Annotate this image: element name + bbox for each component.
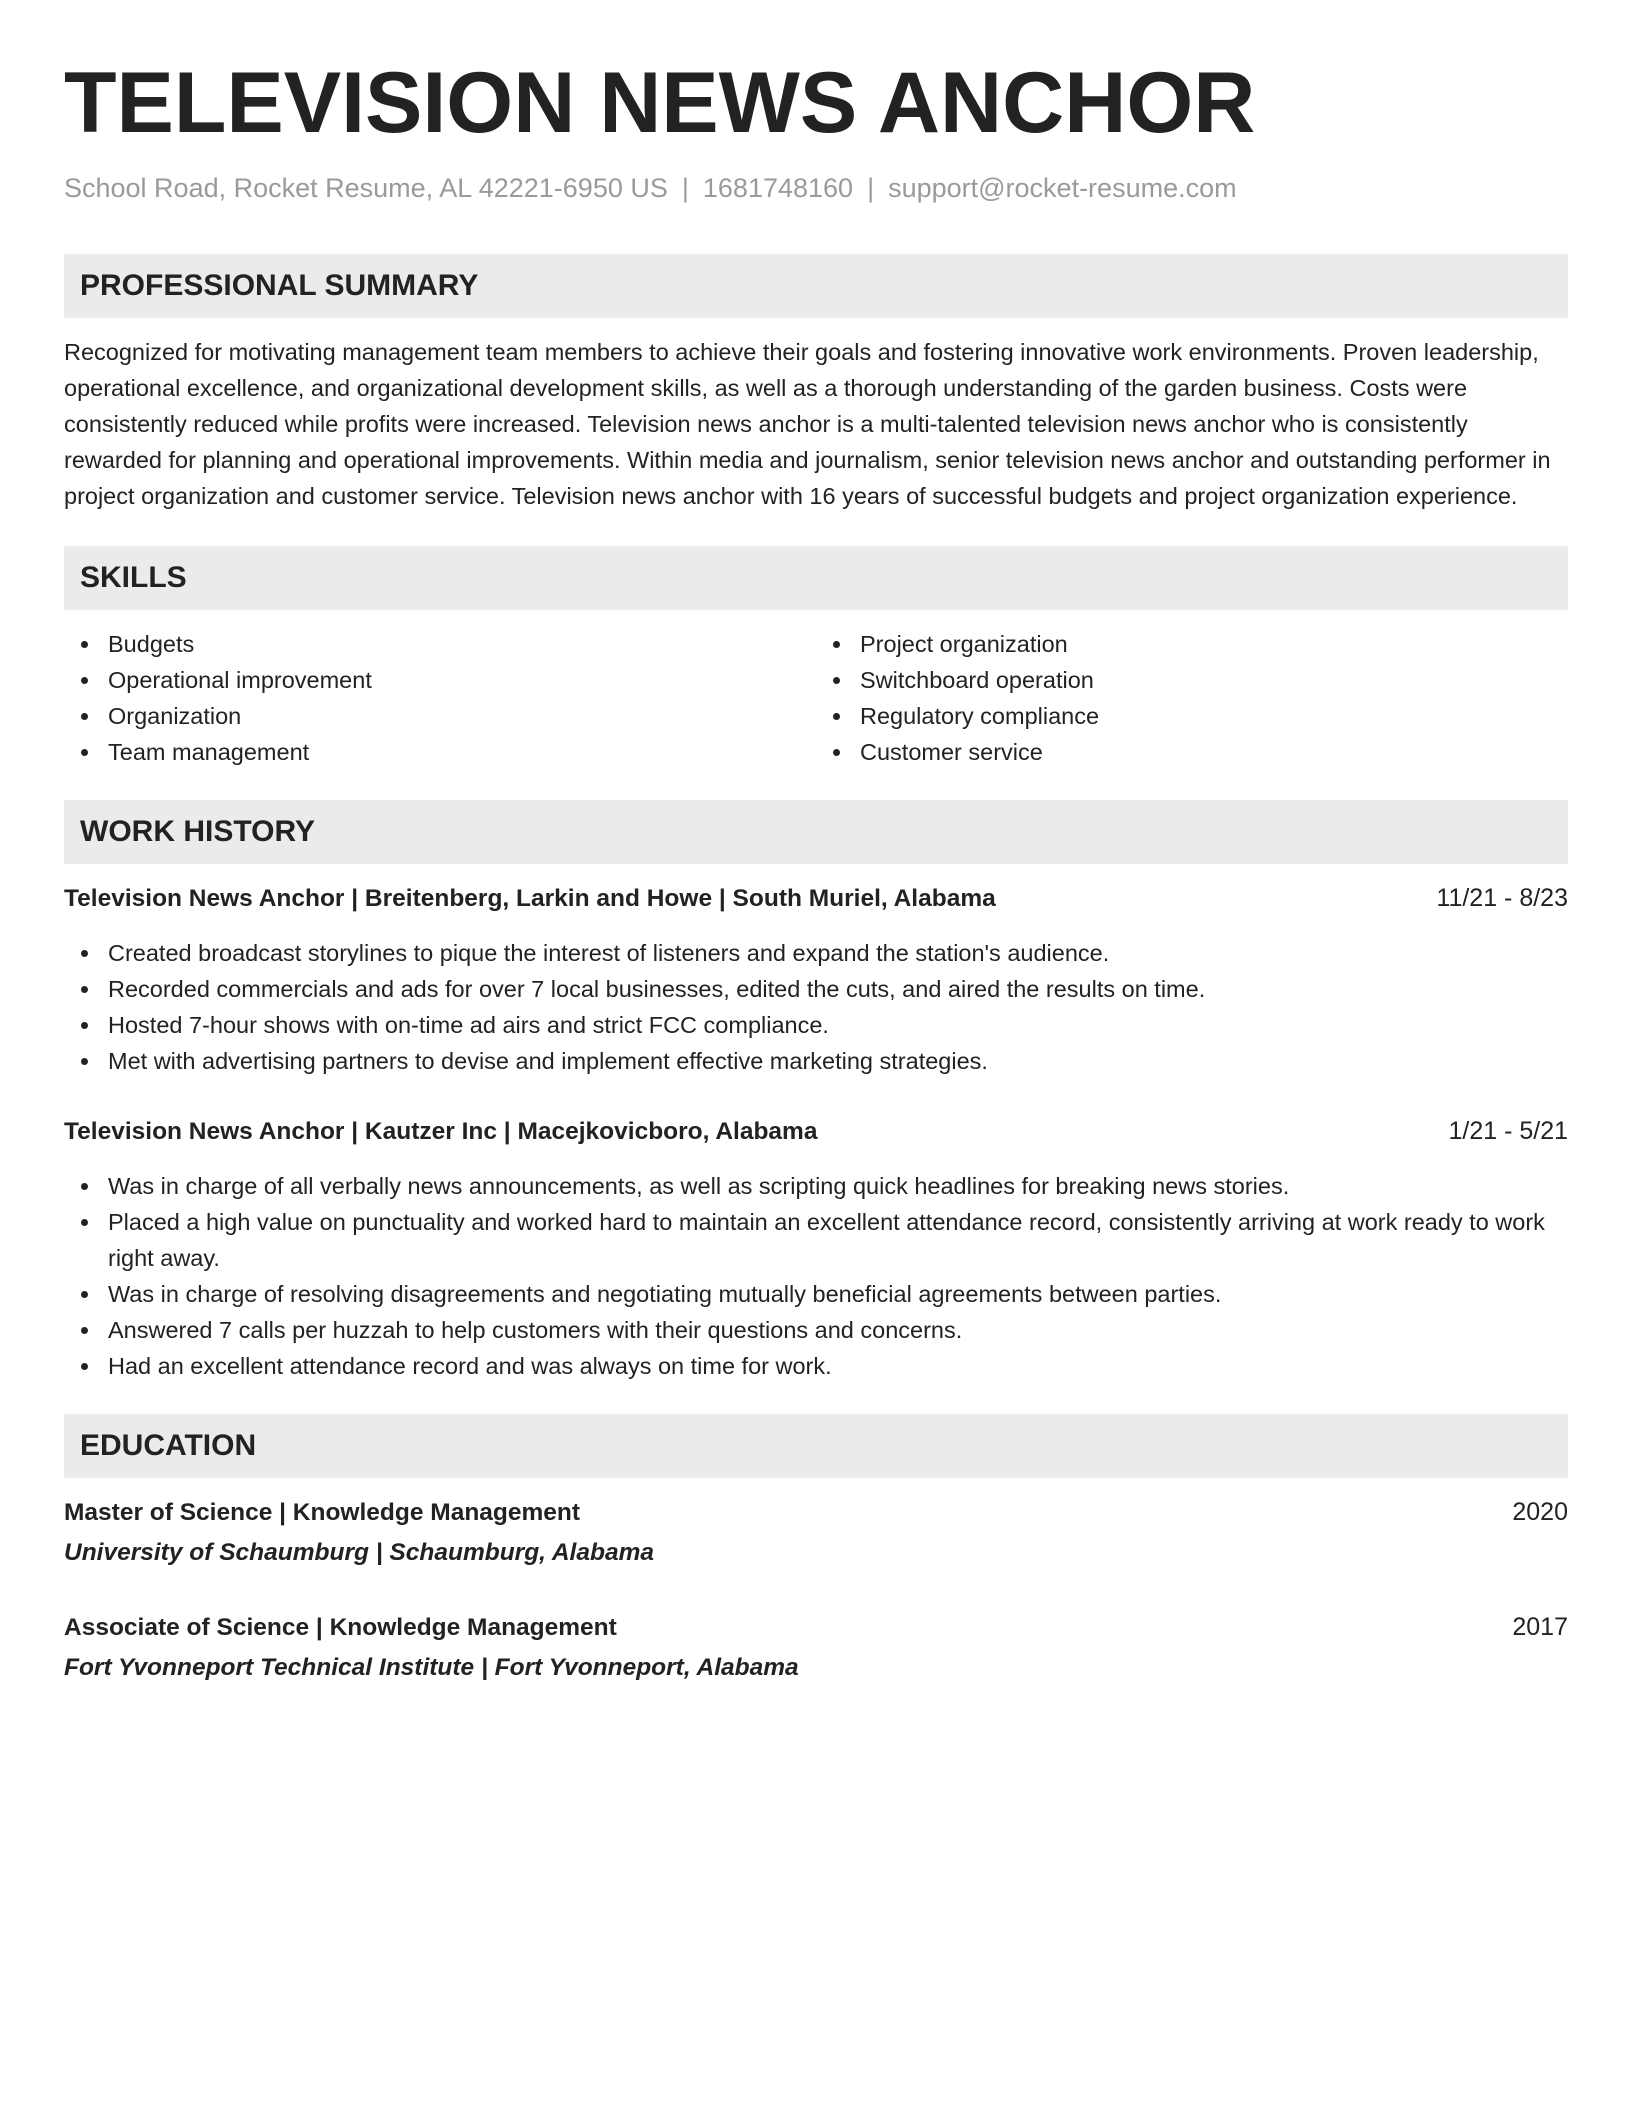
job-bullet: Was in charge of all verbally news announcements, as well as scripting quick headlines for breaking news stories.: [64, 1168, 1568, 1204]
contact-line: [64, 172, 1568, 204]
education-entry: [64, 1609, 1568, 1686]
job-bullet: Hosted 7-hour shows with on-time ad airs and strict FCC compliance.: [64, 1007, 1568, 1043]
job-bullet: Had an excellent attendance record and was always on time for work.: [64, 1348, 1568, 1384]
skills-grid: [64, 626, 1568, 770]
job-dates: 1/21 - 5/21: [1448, 1117, 1568, 1146]
education-school: University of Schaumburg | Schaumburg, Alabama: [64, 1539, 654, 1567]
job-bullet: Answered 7 calls per huzzah to help customers with their questions and concerns.: [64, 1312, 1568, 1348]
education-heading: EDUCATION: [64, 1414, 1568, 1478]
job-bullets: [64, 935, 1568, 1079]
job-bullet: Placed a high value on punctuality and worked hard to maintain an excellent attendance record, consistently arriving at work ready to work right away.: [64, 1204, 1568, 1276]
job-header: [64, 880, 1568, 917]
summary-text: Recognized for motivating management team members to achieve their goals and fostering innovative work environments. Proven leadership, operational excellence, and organizational development skills, as well as a thorough understanding of the garden business. Costs were consistently reduced while profits were increased. Television news anchor is a multi-talented television news anchor who is consistently rewarded for planning and operational improvements. Within media and journalism, senior television news anchor and outstanding performer in project organization and customer service. Television news anchor with 16 years of successful budgets and project organization experience.: [64, 339, 1551, 510]
education-degree: Associate of Science | Knowledge Management: [64, 1614, 617, 1642]
skills-right-column: [816, 626, 1568, 770]
education-header: [64, 1494, 1568, 1531]
skill-item: Operational improvement: [64, 662, 816, 698]
job-bullet: Created broadcast storylines to pique the interest of listeners and expand the station's audience.: [64, 935, 1568, 971]
work-history-heading: WORK HISTORY: [64, 800, 1568, 864]
contact-phone: 1681748160: [702, 173, 854, 203]
contact-email: support@rocket-resume.com: [888, 173, 1237, 203]
education-school: Fort Yvonneport Technical Institute | Fort Yvonneport, Alabama: [64, 1654, 799, 1682]
contact-address: School Road, Rocket Resume, AL 42221-6950 US: [64, 173, 668, 203]
skills-left-column: [64, 626, 816, 770]
job-bullet: Was in charge of resolving disagreements and negotiating mutually beneficial agreements between parties.: [64, 1276, 1568, 1312]
education-year: 2017: [1512, 1613, 1568, 1642]
education-year: 2020: [1512, 1498, 1568, 1527]
contact-separator: |: [681, 173, 689, 203]
resume-title: TELEVISION NEWS ANCHOR: [64, 55, 1256, 151]
education-degree: Master of Science | Knowledge Management: [64, 1499, 581, 1527]
job-title: Television News Anchor | Kautzer Inc | Macejkovicboro, Alabama: [64, 1118, 818, 1146]
education-header: [64, 1609, 1568, 1646]
education-entry: [64, 1494, 1568, 1571]
skill-item: Customer service: [816, 734, 1568, 770]
skills-heading: SKILLS: [64, 546, 1568, 610]
skill-item: Switchboard operation: [816, 662, 1568, 698]
skill-item: Budgets: [64, 626, 816, 662]
job-title: Television News Anchor | Breitenberg, Larkin and Howe | South Muriel, Alabama: [64, 885, 996, 913]
skill-item: Regulatory compliance: [816, 698, 1568, 734]
skill-item: Organization: [64, 698, 816, 734]
job-dates: 11/21 - 8/23: [1436, 884, 1568, 913]
summary-heading: PROFESSIONAL SUMMARY: [64, 254, 1568, 318]
skill-item: Project organization: [816, 626, 1568, 662]
job-bullet: Met with advertising partners to devise and implement effective marketing strategies.: [64, 1043, 1568, 1079]
job-bullets: [64, 1168, 1568, 1384]
skill-item: Team management: [64, 734, 816, 770]
contact-separator: |: [867, 173, 875, 203]
job-header: [64, 1113, 1568, 1150]
job-bullet: Recorded commercials and ads for over 7 local businesses, edited the cuts, and aired the results on time.: [64, 971, 1568, 1007]
